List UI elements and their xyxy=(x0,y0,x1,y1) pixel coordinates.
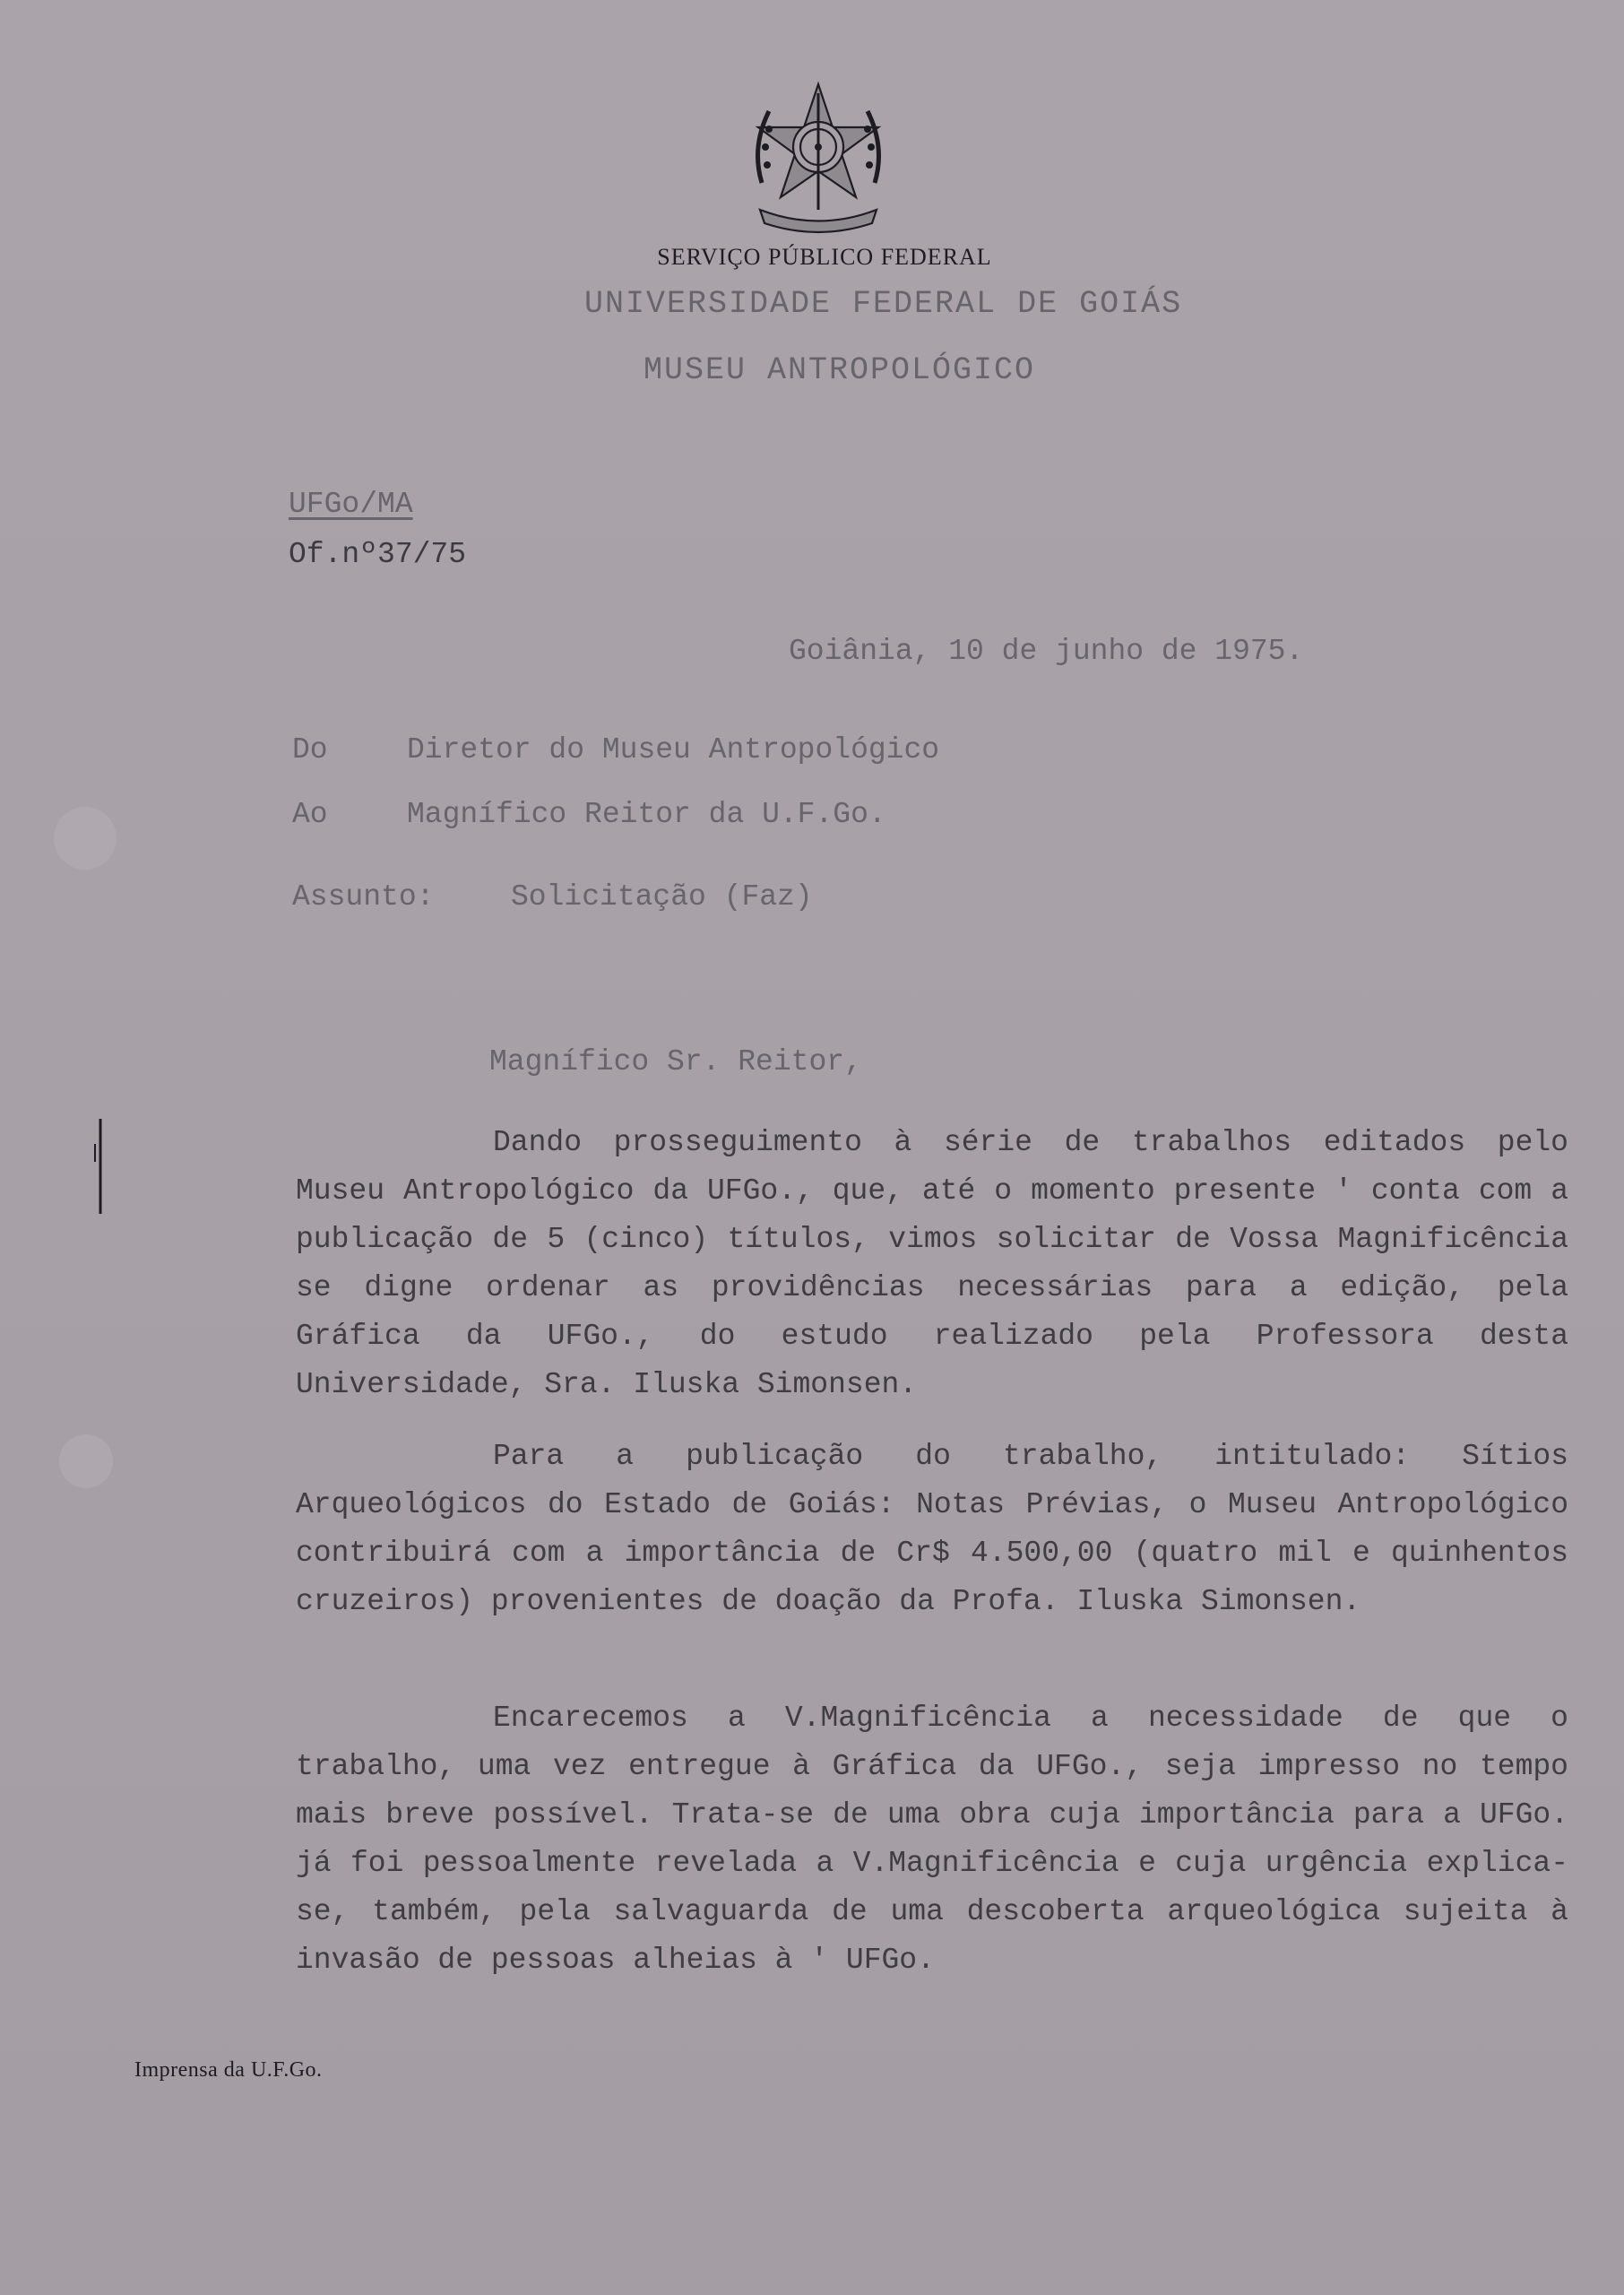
department-name: MUSEU ANTROPOLÓGICO xyxy=(644,352,1036,388)
to-label: Ao xyxy=(292,798,328,831)
from-label: Do xyxy=(292,733,328,766)
university-name: UNIVERSIDADE FEDERAL DE GOIÁS xyxy=(584,286,1183,322)
to-value: Magnífico Reitor da U.F.Go. xyxy=(407,798,886,831)
reference-number: Of.nº37/75 xyxy=(289,538,467,571)
service-heading: SERVIÇO PÚBLICO FEDERAL xyxy=(657,244,992,270)
paper-stain xyxy=(54,807,117,870)
salutation: Magnífico Sr. Reitor, xyxy=(489,1045,862,1078)
body-paragraph-1-text: Dando prosseguimento à série de trabalhos editados pelo Museu Antropológico da UFGo., que, até o momento presente ' conta com a publicação de 5 (cinco) títulos, vimos solicitar de Vossa Magnificência se digne ordenar as providências necessárias para a edição, pela Gráfica da UFGo., do estudo realizado pela Professora desta Universidade, Sra. Iluska Simonsen. xyxy=(296,1126,1568,1401)
body-paragraph-3-text: Encarecemos a V.Magnificência a necessidade de que o trabalho, uma vez entregue à Gráfica da UFGo., seja impresso no tempo mais breve possível. Trata-se de uma obra cuja importância para a UFGo. já foi pessoalmente revelada a V.Magnificência e cuja urgência explica-se, também, pela salvaguarda de uma descoberta arqueológica sujeita à invasão de pessoas alheias à ' UFGo. xyxy=(296,1702,1568,1977)
from-value: Diretor do Museu Antropológico xyxy=(407,733,940,766)
subject-label: Assunto: xyxy=(292,880,435,914)
brazil-coat-of-arms-icon xyxy=(742,75,894,240)
margin-mark-icon xyxy=(93,1117,106,1216)
printer-imprint: Imprensa da U.F.Go. xyxy=(134,2058,323,2082)
date-line: Goiânia, 10 de junho de 1975. xyxy=(789,635,1304,668)
body-paragraph-1 xyxy=(296,1119,1568,1409)
body-paragraph-2-text: Para a publicação do trabalho, intitulado: Sítios Arqueológicos do Estado de Goiás: Notas Prévias, o Museu Antropológico contribuirá com a importância de Cr$ 4.500,00 (quatro mil e quinhentos cruzeiros) provenientes de doação da Profa. Iluska Simonsen. xyxy=(296,1440,1568,1618)
body-paragraph-3 xyxy=(296,1694,1568,1985)
reference-code: UFGo/MA xyxy=(289,488,413,521)
body-paragraph-2 xyxy=(296,1433,1568,1626)
subject-value: Solicitação (Faz) xyxy=(511,880,813,914)
paper-stain xyxy=(59,1434,113,1488)
